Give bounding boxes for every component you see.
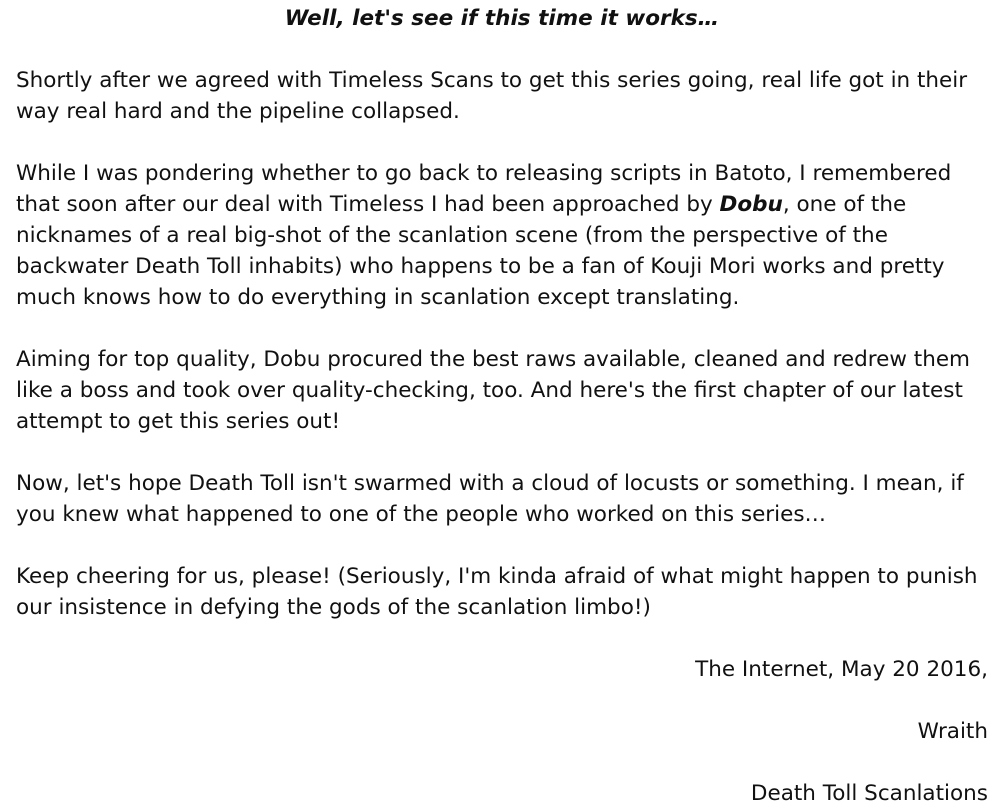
paragraph-2 <box>16 158 988 313</box>
paragraph-3: Aiming for top quality, Dobu procured the best raws available, cleaned and redrew them like a boss and took over quality-checking, too. And here's the first chapter of our latest attempt to get this series out! <box>16 347 970 434</box>
paragraph-2-emphasis: Dobu <box>719 192 783 217</box>
paragraph-4: Now, let's hope Death Toll isn't swarmed with a cloud of locusts or something. I mean, if you knew what happened to one of the people who worked on this series… <box>16 471 964 527</box>
document-title: Well, let's see if this time it works… <box>284 6 720 31</box>
paragraph-5: Keep cheering for us, please! (Seriously, I'm kinda afraid of what might happen to punish our insistence in defying the gods of the scanlation limbo!) <box>16 564 978 620</box>
signature-place-date: The Internet, May 20 2016, <box>695 657 988 682</box>
paragraph-1: Shortly after we agreed with Timeless Scans to get this series going, real life got in their way real hard and the pipeline collapsed. <box>16 68 968 124</box>
signature-group: Death Toll Scanlations <box>750 781 988 806</box>
paragraph-2-text-end: , one of the nicknames of a real big-shot of the scanlation scene (from the perspective of the backwater Death Toll inhabits) who happens to be a fan of Kouji Mori works and pretty much knows how to do everything in scanlation except translating. <box>16 192 945 310</box>
signature-author: Wraith <box>917 719 988 744</box>
paragraph-2-text-start: While I was pondering whether to go back to releasing scripts in Batoto, I remembered that soon after our deal with Timeless I had been approached by <box>16 161 952 217</box>
